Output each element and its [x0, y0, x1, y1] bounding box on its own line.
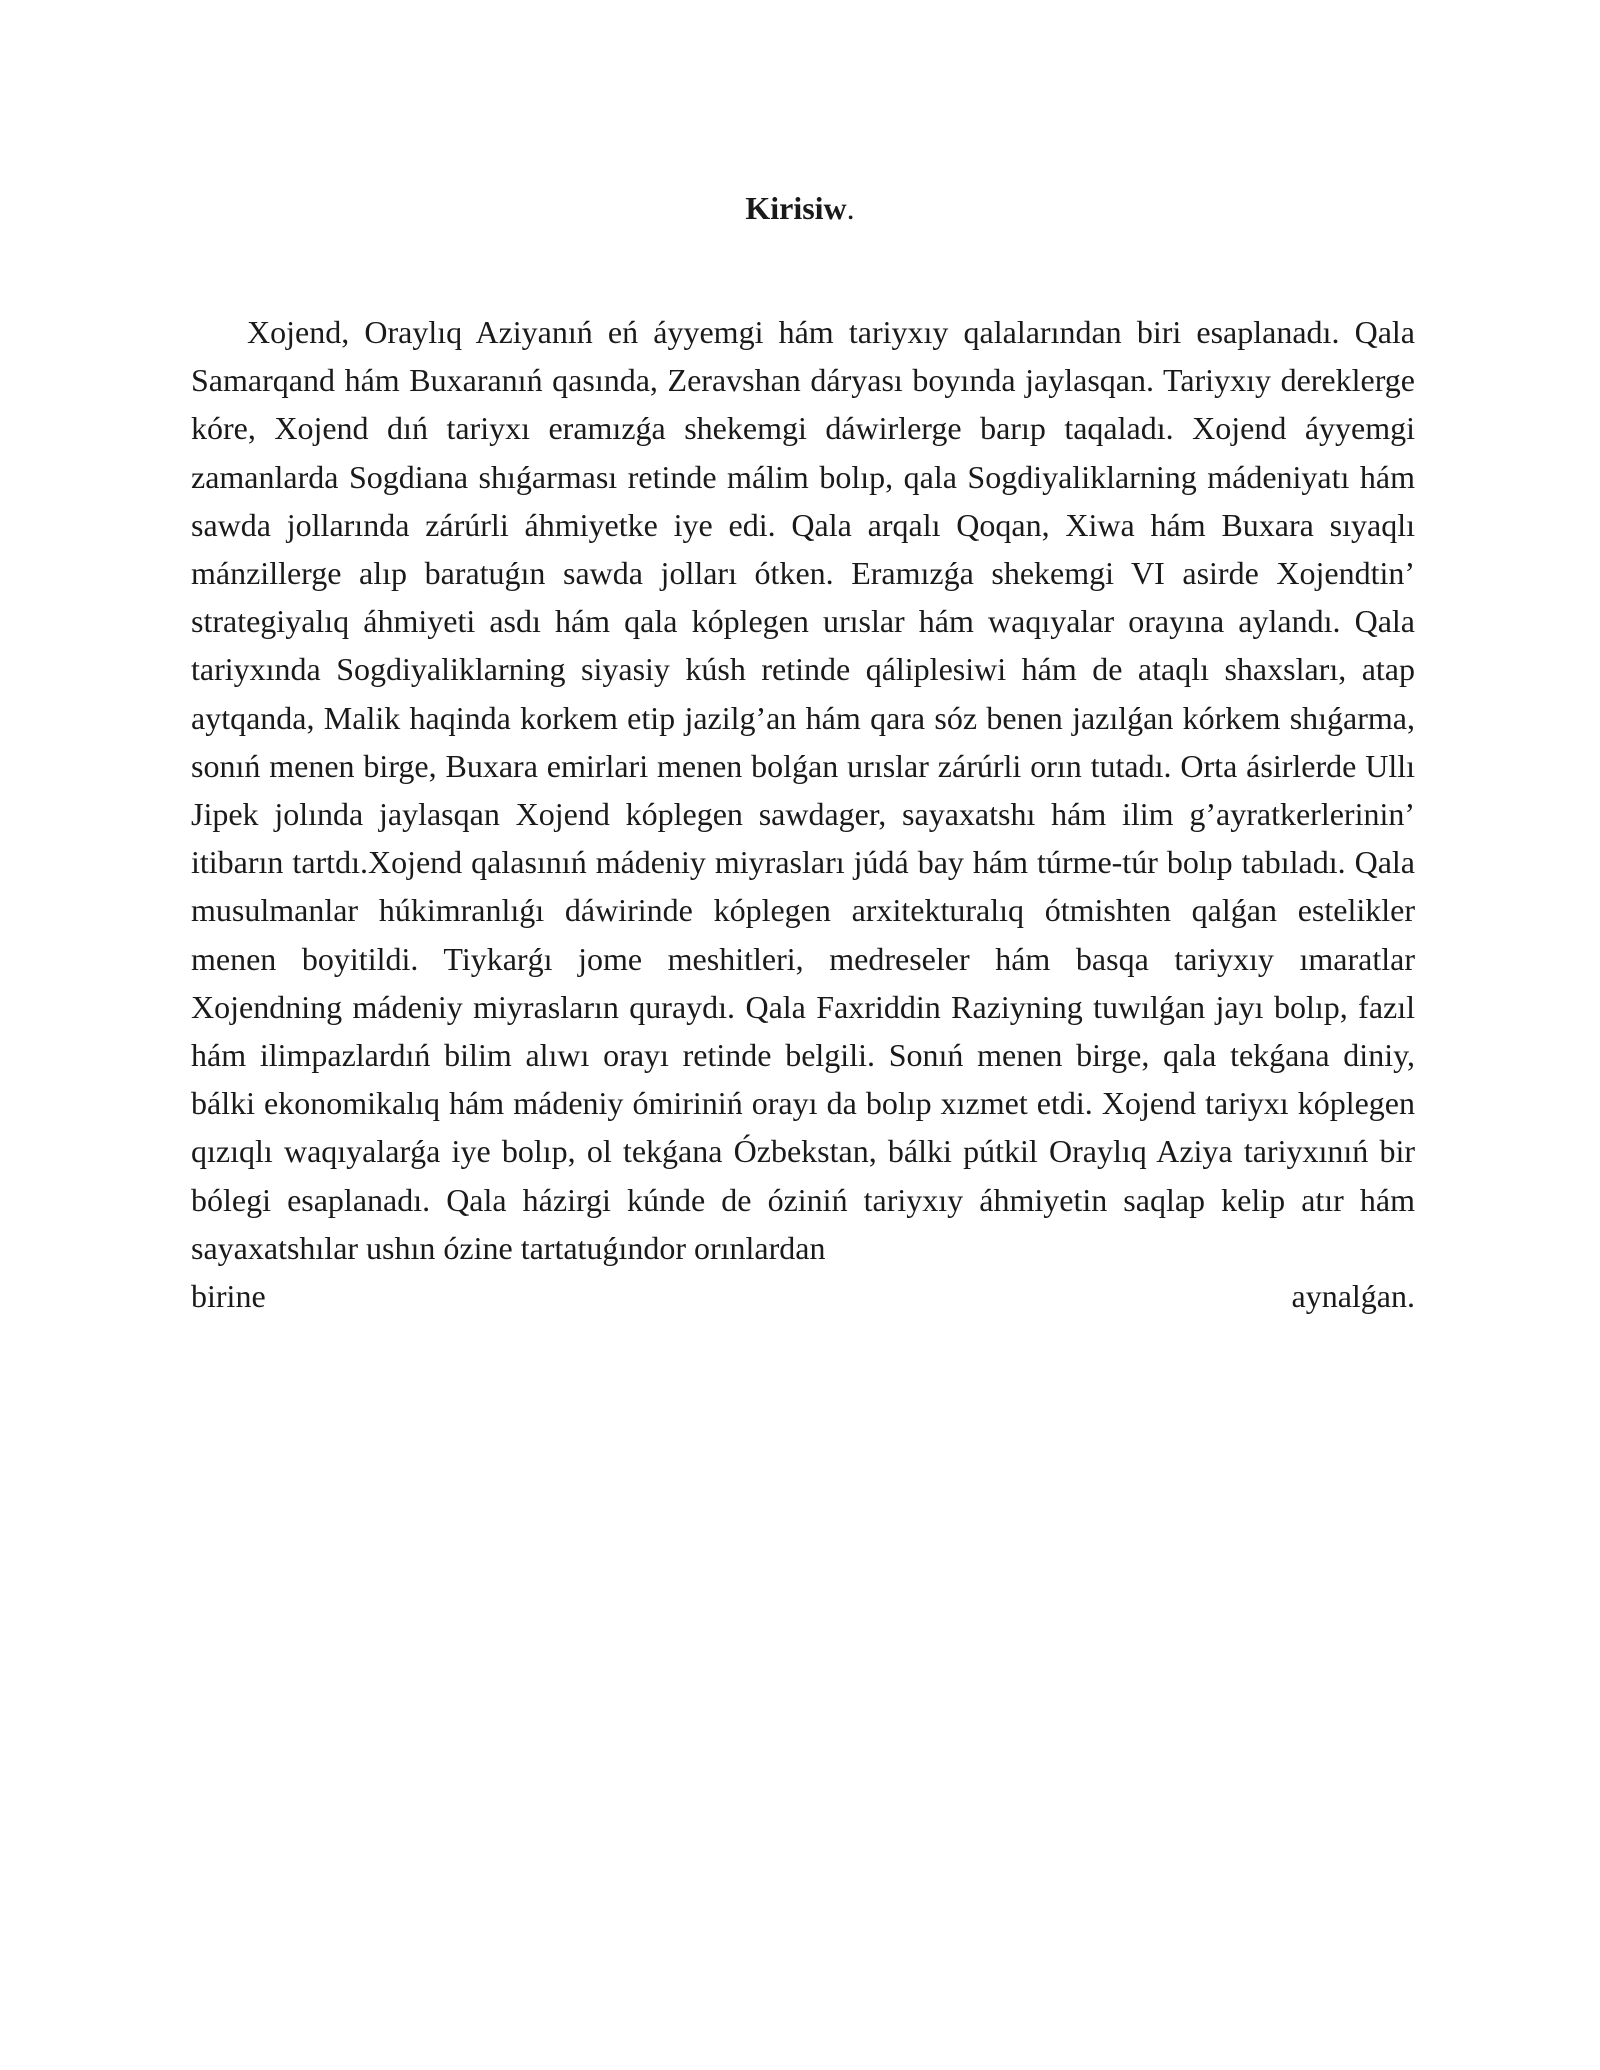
page-title: [0, 188, 1600, 228]
paragraph-last-line: [191, 1272, 1415, 1320]
title-suffix: .: [846, 190, 855, 226]
last-line-left-word: birine: [191, 1278, 266, 1314]
last-line-right-word: aynalǵan.: [1291, 1278, 1415, 1314]
title-text: Kirisiw: [745, 190, 847, 226]
body-paragraph: Xojend, Oraylıq Aziyanıń eń áyyemgi hám tariyxıy qalalarından biri esaplanadı. Qala Samarqand hám Buxaranıń qasında, Zeravshan dáryası boyında jaylasqan. Tariyxıy dereklerge kóre, Xojend dıń tariyxı eramızǵa shekemgi dáwirlerge barıp taqaladı. Xojend áyyemgi zamanlarda Sogdiana shıǵarması retinde málim bolıp, qala Sogdiyaliklarning mádeniyatı hám sawda jollarında zárúrli áhmiyetke iye edi. Qala arqalı Qoqan, Xiwa hám Buxara sıyaqlı mánzillerge alıp baratuǵın sawda jolları ótken. Eramızǵa shekemgi VI asirde Xojendtin’ strategiyalıq áhmiyeti asdı hám qala kóplegen urıslar hám waqıyalar orayına aylandı. Qala tariyxında Sogdiyaliklarning siyasiy kúsh retinde qáliplesiwi hám de ataqlı shaxsları, atap aytqanda, Malik haqinda korkem etip jazilg’an hám qara sóz benen jazılǵan kórkem shıǵarma, sonıń menen birge, Buxara emirlari menen bolǵan urıslar zárúrli orın tutadı. Orta ásirlerde Ullı Jipek jolında jaylasqan Xojend kóplegen sawdager, sayaxatshı hám ilim g’ayratkerlerinin’ itibarın tartdı.Xojend qalasınıń mádeniy miyrasları júdá bay hám túrme-túr bolıp tabıladı. Qala musulmanlar húkimranlıǵı dáwirinde kóplegen arxitekturalıq ótmishten qalǵan estelikler menen boyitildi. Tiykarǵı jome meshitleri, medreseler hám basqa tariyxıy ımaratlar Xojendning mádeniy miyrasların quraydı. Qala Faxriddin Raziyning tuwılǵan jayı bolıp, fazıl hám ilimpazlardıń bilim alıwı orayı retinde belgili. Sonıń menen birge, qala tekǵana diniy, bálki ekonomikalıq hám mádeniy ómiriniń orayı da bolıp xızmet etdi. Xojend tariyxı kóplegen qızıqlı waqıyalarǵa iye bolıp, ol tekǵana Ózbekstan, bálki pútkil Oraylıq Aziya tariyxınıń bir bólegi esaplanadı. Qala házirgi kúnde de óziniń tariyxıy áhmiyetin saqlap kelip atır hám sayaxatshılar ushın ózine tartatuǵındor orınlardan: [191, 314, 1415, 1266]
